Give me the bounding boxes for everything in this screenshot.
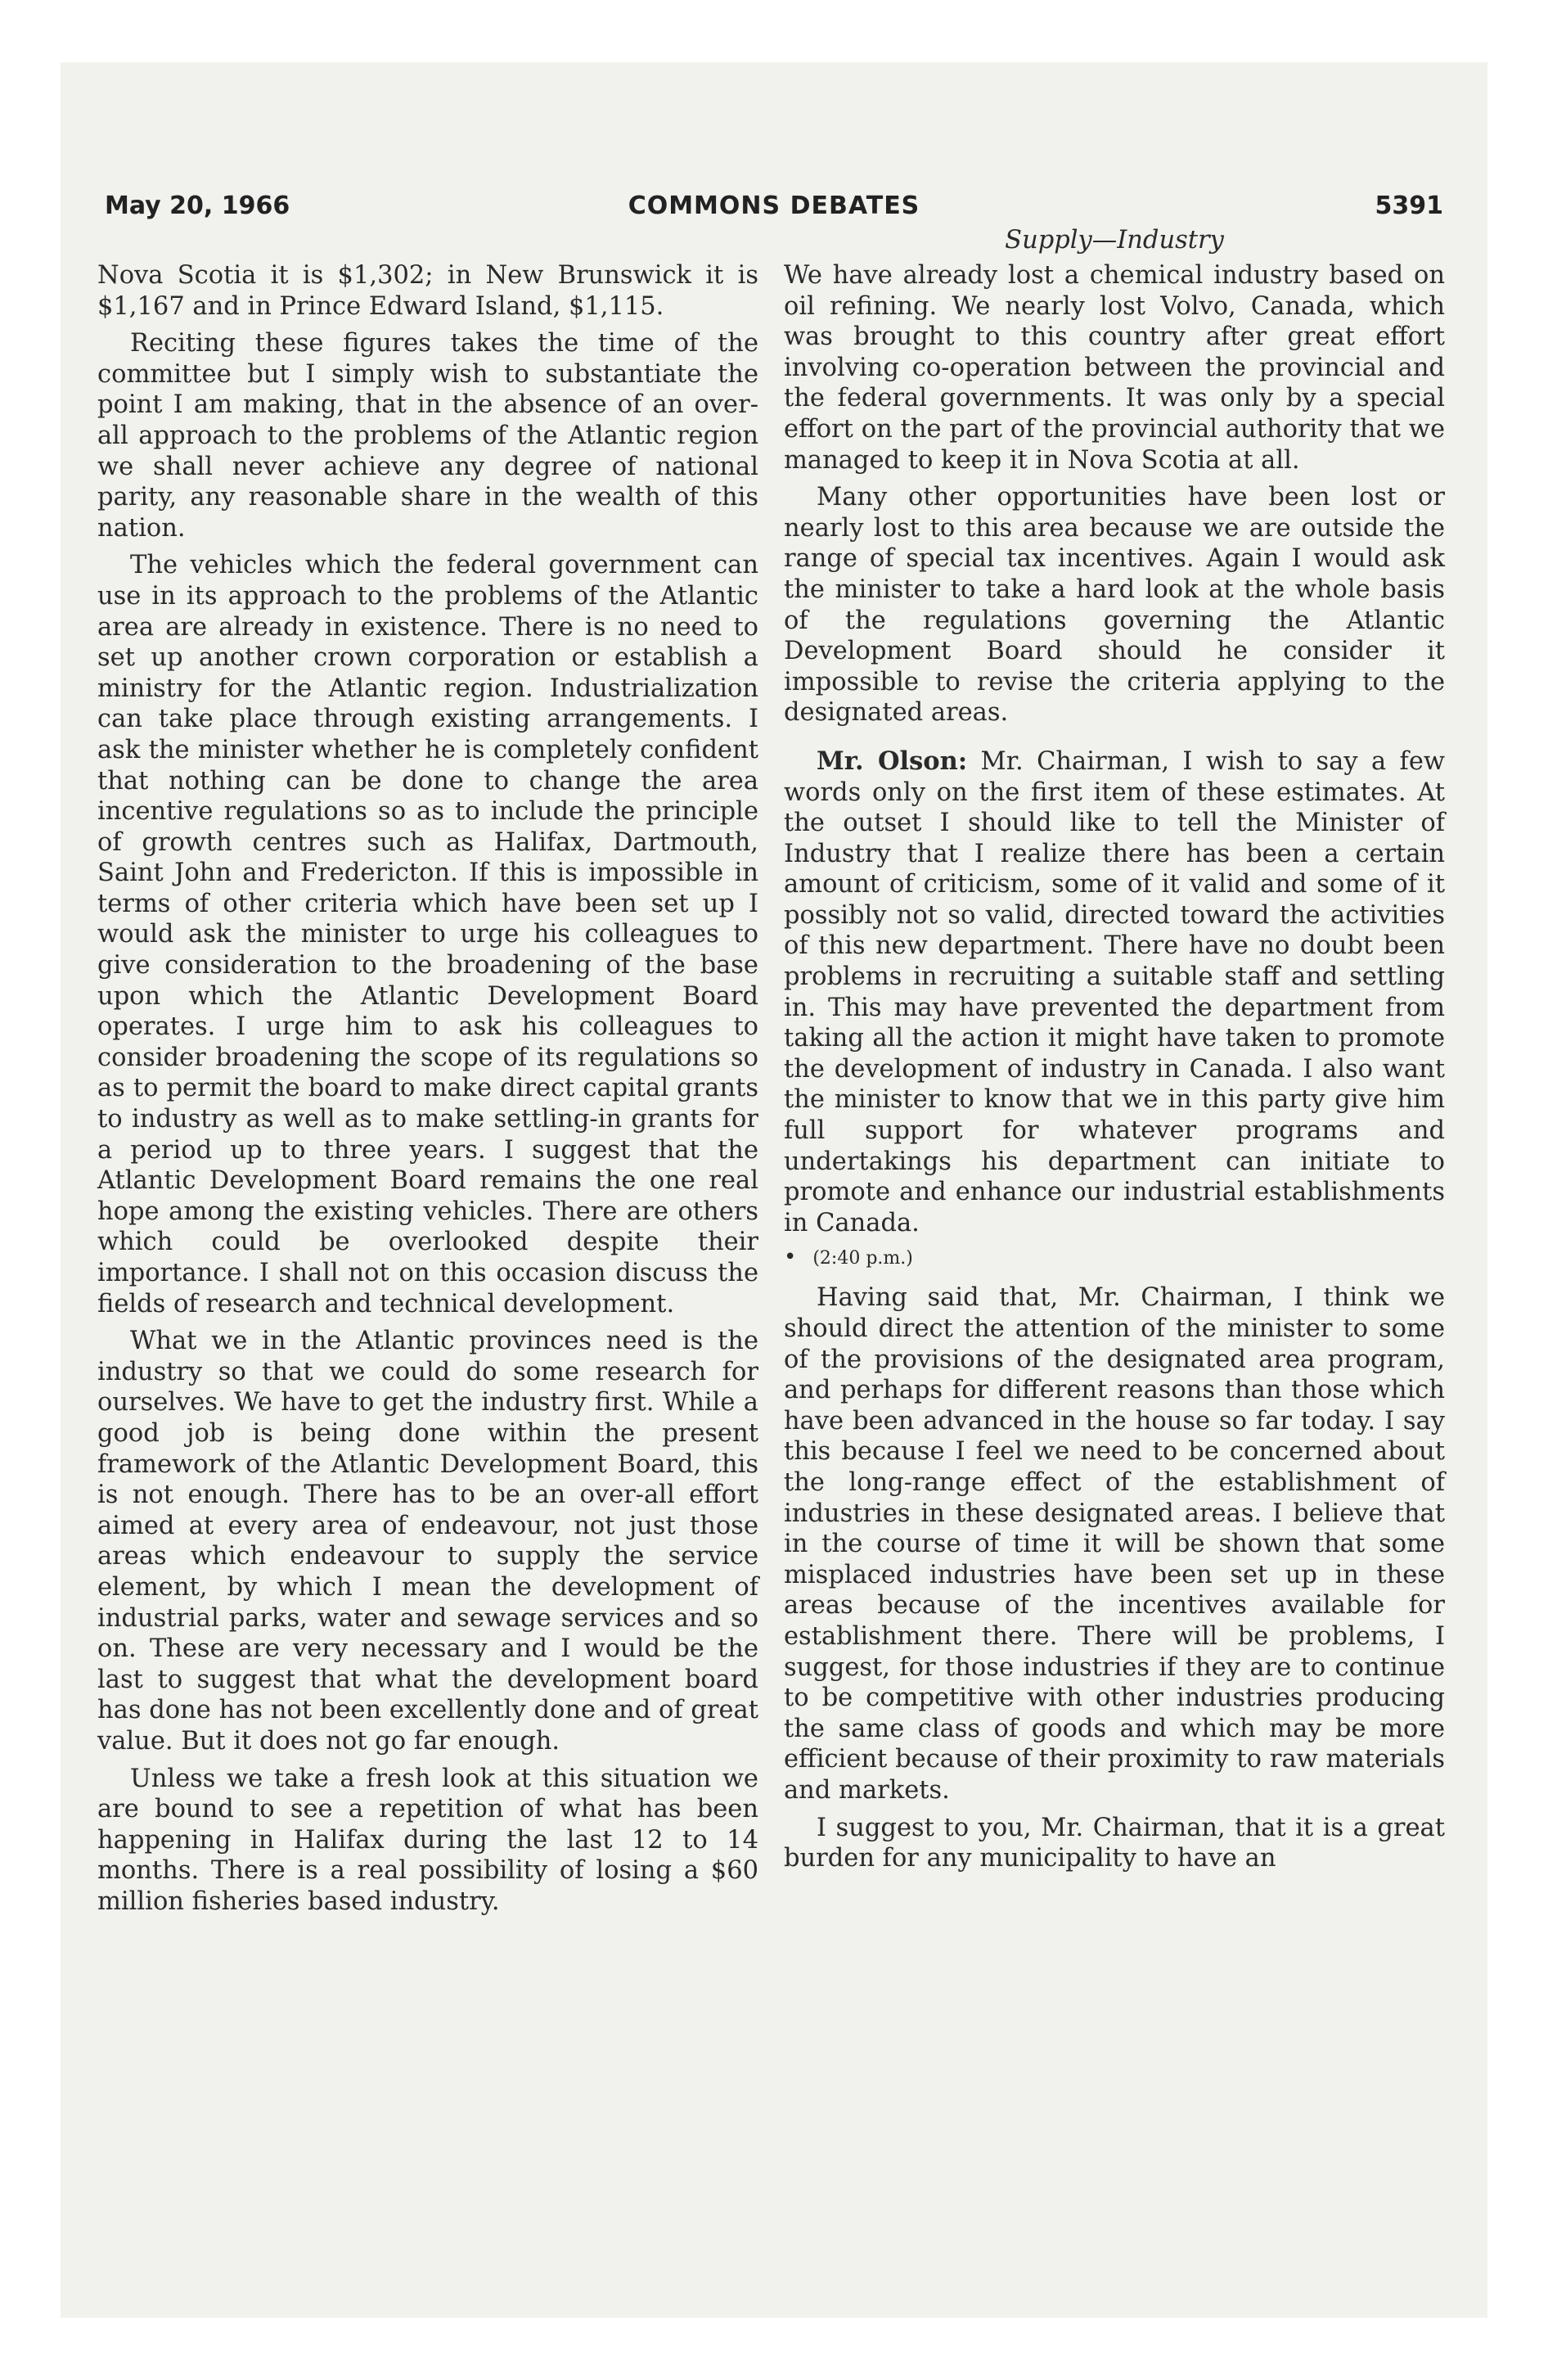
paragraph: We have already lost a chemical industry based on oil refining. We nearly lost Volvo, Canada, which was brought to this country after great effort involving co-operation between the provincial and the federal governments. It was only by a special effort on the part of the provincial authority that we managed to keep it in Nova Scotia at all. — [784, 261, 1445, 475]
speaker-name: Mr. Olson: — [817, 746, 968, 776]
speaker-paragraph — [784, 746, 1445, 1239]
paragraph: Unless we take a fresh look at this situation we are bound to see a repetition of what has been happening in Halifax during the last 12 to 14 months. There is a real possibility of losing a $60 million fisheries based industry. — [97, 1764, 758, 1916]
bullet-icon: • — [784, 1245, 797, 1270]
paragraph: What we in the Atlantic provinces need is the industry so that we could do some research for ourselves. We have to get the industry first. While a good job is being done within the present framework of the Atlantic Development Board, this is not enough. There has to be an over-all effort aimed at every area of endeavour, not just those areas which endeavour to supply the service element, by which I mean the development of industrial parks, water and sewage services and so on. These are very necessary and I would be the last to suggest that what the development board has done has not been excellently done and of great value. But it does not go far enough. — [97, 1327, 758, 1756]
paragraph: Reciting these figures takes the time of the committee but I simply wish to substantiate the point I am making, that in the absence of an over-all approach to the problems of the Atlantic region we shall never achieve any degree of national parity, any reasonable share in the wealth of this nation. — [97, 329, 758, 543]
running-head: Supply—Industry — [1005, 226, 1224, 255]
header-date: May 20, 1966 — [105, 192, 290, 220]
left-column — [97, 260, 758, 1923]
header-page-number: 5391 — [1375, 192, 1443, 220]
time-marker — [784, 1245, 1445, 1271]
right-column — [784, 226, 1446, 1881]
paragraph: I suggest to you, Mr. Chairman, that it is a great burden for any municipality to have an — [784, 1813, 1445, 1873]
paragraph: Many other opportunities have been lost or nearly lost to this area because we are outside the range of special tax incentives. Again I would ask the minister to take a hard look at the whole basis of the regulations governing the Atlantic Development Board should he consider it impossible to revise the criteria applying to the designated areas. — [784, 483, 1445, 728]
header-title: COMMONS DEBATES — [628, 192, 920, 220]
speaker-text: Mr. Chairman, I wish to say a few words only on the first item of these estimates. At the outset I should like to tell the Minister of Industry that I realize there has been a certain amount of criticism, some of it valid and some of it possibly not so valid, directed toward the activities of this new department. There have no doubt been problems in recruiting a suitable staff and settling in. This may have prevented the department from taking all the action it might have taken to promote the development of industry in Canada. I also want the minister to know that we in this party give him full support for whatever programs and undertakings his department can initiate to promote and enhance our industrial establishments in Canada. — [784, 746, 1446, 1237]
paragraph: Nova Scotia it is $1,302; in New Brunswick it is $1,167 and in Prince Edward Island, $1,115. — [97, 261, 758, 321]
paragraph: The vehicles which the federal government can use in its approach to the problems of the Atlantic area are already in existence. There is no need to set up another crown corporation or establish a ministry for the Atlantic region. Industrialization can take place through existing arrangements. I ask the minister whether he is completely confident that nothing can be done to change the area incentive regulations so as to include the principle of growth centres such as Halifax, Dartmouth, Saint John and Fredericton. If this is impossible in terms of other criteria which have been set up I would ask the minister to urge his colleagues to give consideration to the broadening of the base upon which the Atlantic Development Board operates. I urge him to ask his colleagues to consider broadening the scope of its regulations so as to permit the board to make direct capital grants to industry as well as to make settling-in grants for a period up to three years. I suggest that the Atlantic Development Board remains the one real hope among the existing vehicles. There are others which could be overlooked despite their importance. I shall not on this occasion discuss the fields of research and technical development. — [97, 551, 758, 1318]
time-mark-text: (2:40 p.m.) — [812, 1248, 913, 1269]
paragraph: Having said that, Mr. Chairman, I think we should direct the attention of the minister to some of the provisions of the designated area program, and perhaps for different reasons than those which have been advanced in the house so far today. I say this because I feel we need to be concerned about the long-range effect of the establishment of industries in these designated areas. I believe that in the course of time it will be shown that some misplaced industries have been set up in these areas because of the incentives available for establishment there. There will be problems, I suggest, for those industries if they are to continue to be competitive with other industries producing the same class of goods and which may be more efficient because of their proximity to raw materials and markets. — [784, 1283, 1445, 1805]
